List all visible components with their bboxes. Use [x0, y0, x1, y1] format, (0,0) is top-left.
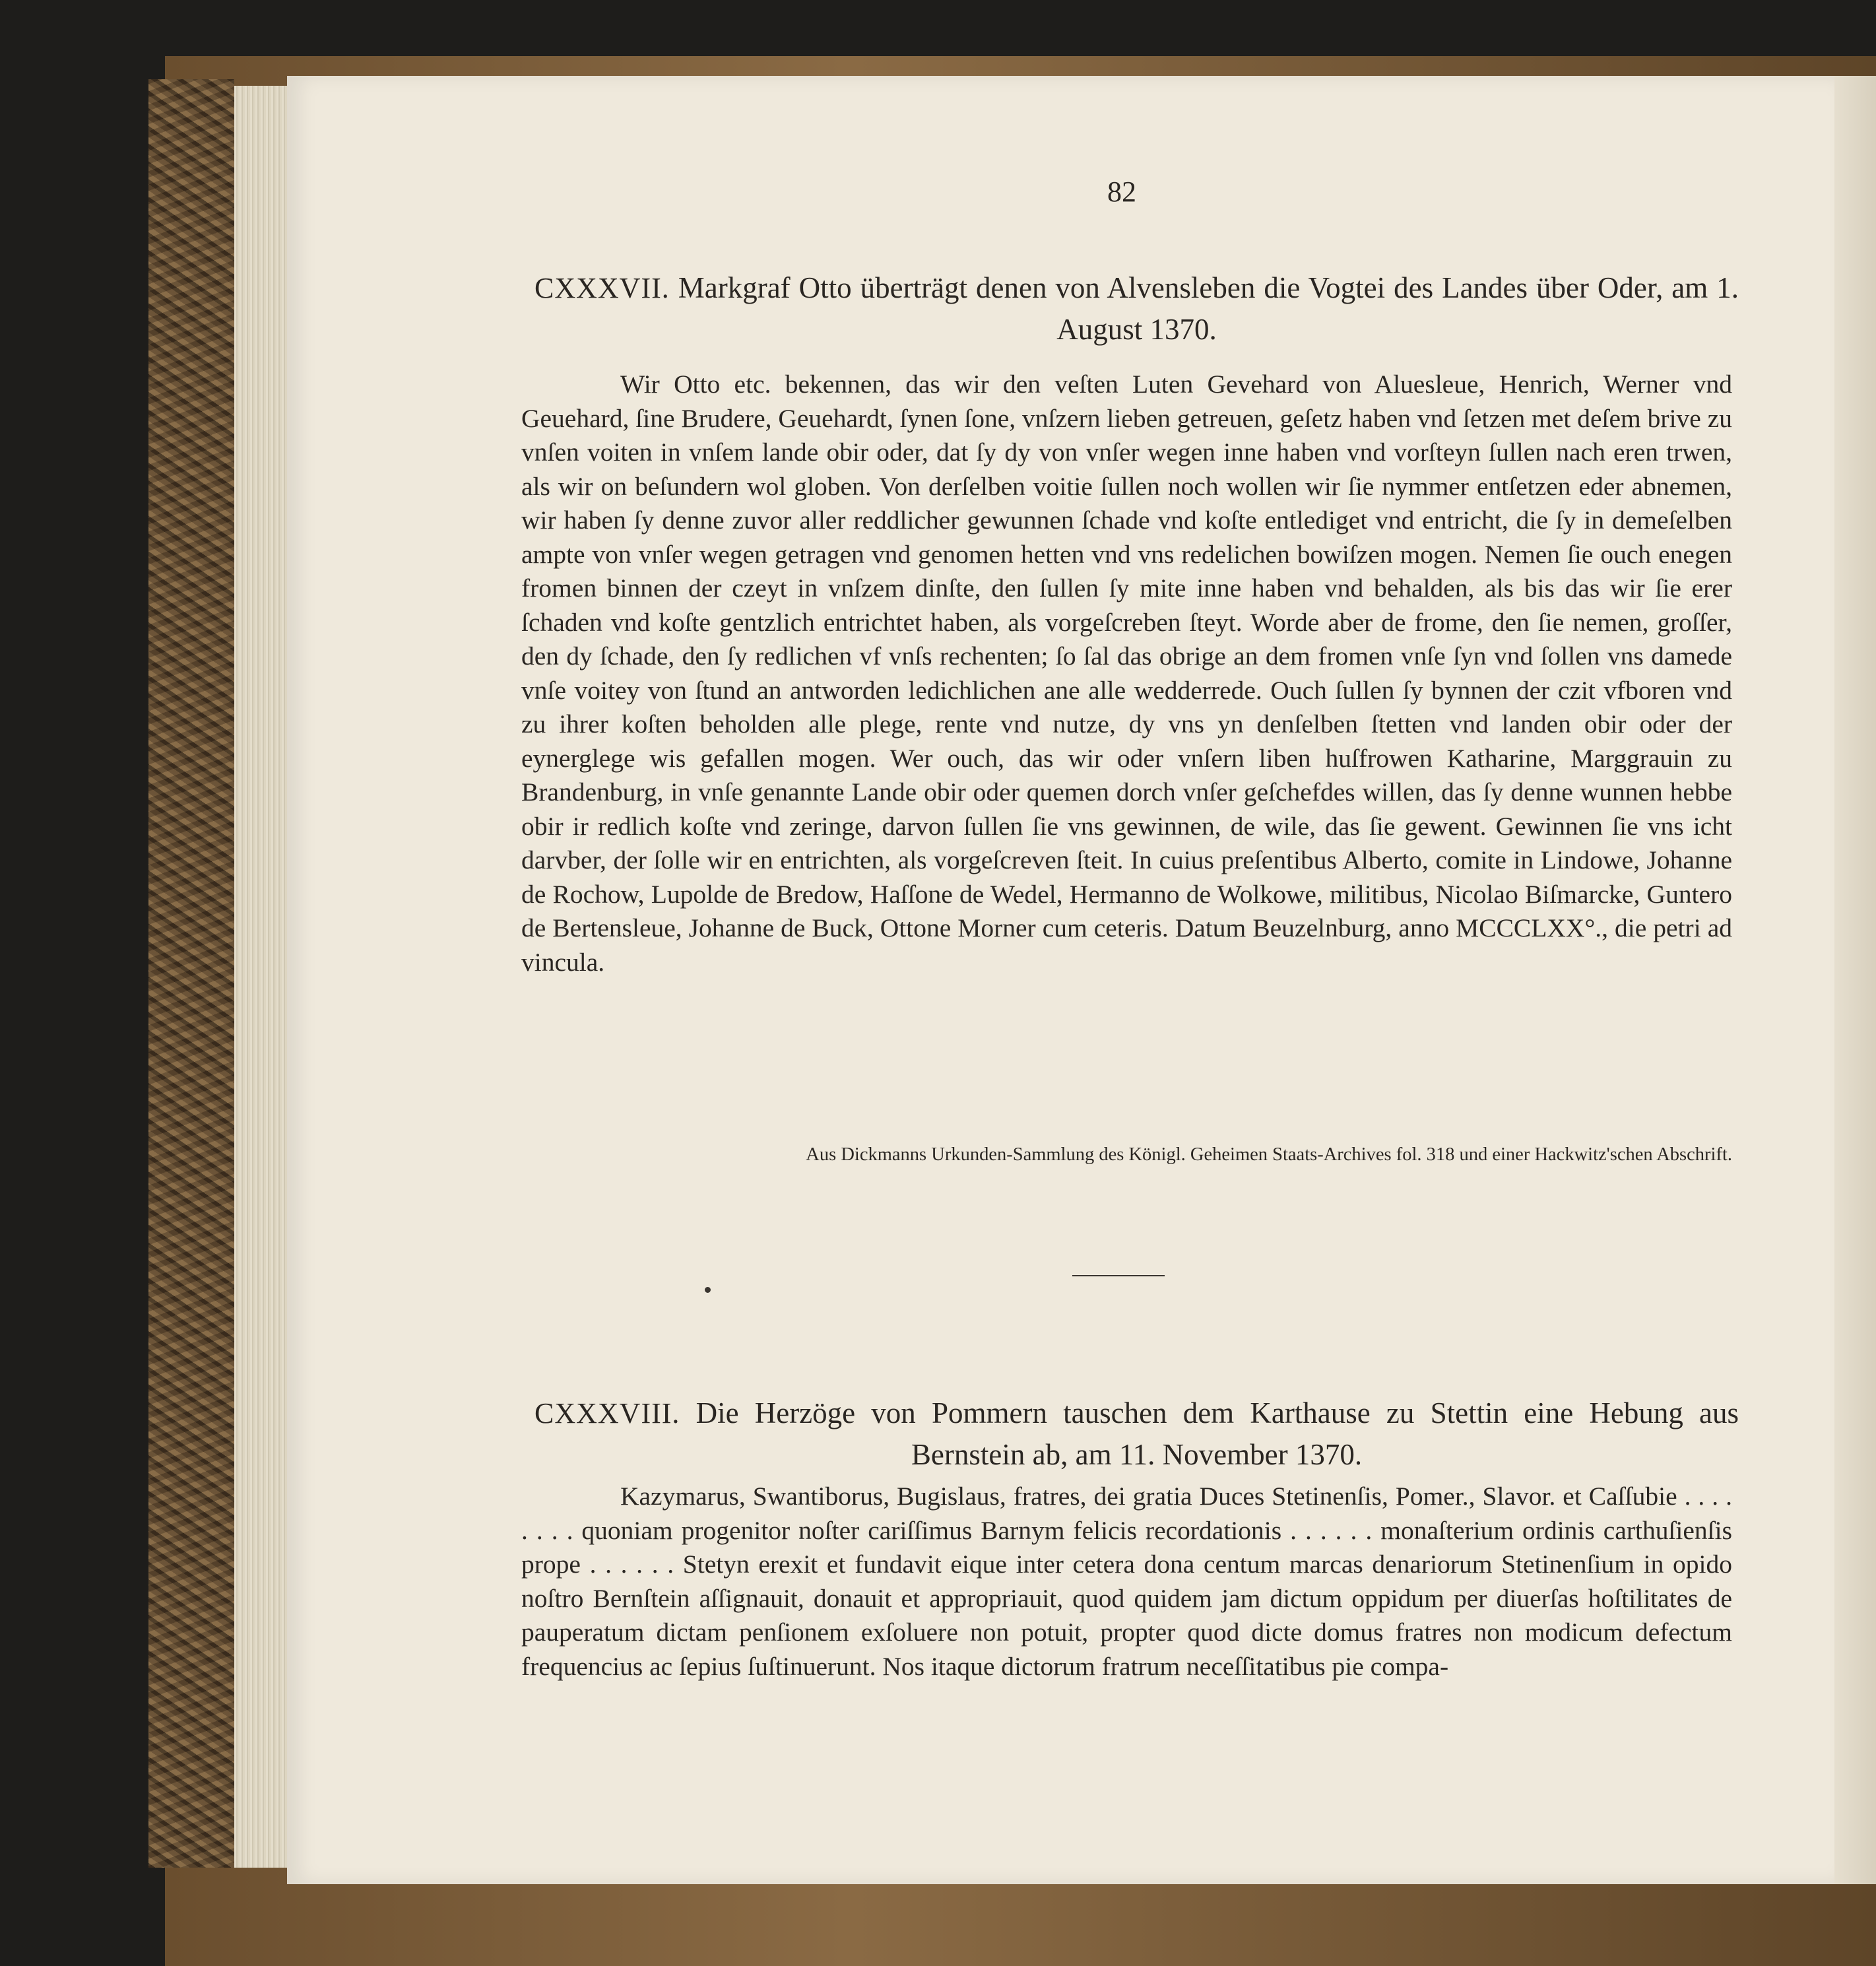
document-heading-138: [534, 1393, 1739, 1475]
marbled-endpaper: [148, 79, 234, 1868]
document-title: Die Herzöge von Pommern tauschen dem Karthause zu Stettin eine Hebung aus Bernstein ab, am 11. November 1370.: [695, 1396, 1739, 1471]
document-heading-137: [534, 267, 1739, 350]
source-note: Aus Dickmanns Urkunden-Sammlung des Königl. Geheimen Staats-Archives fol. 318 und einer Hackwitz'schen Abschrift.: [806, 1144, 1732, 1165]
next-page-edge: [1834, 76, 1876, 1884]
document-number: CXXXVII.: [534, 272, 670, 304]
document-number: CXXXVIII.: [534, 1397, 680, 1429]
document-text-138: Kazymarus, Swantiborus, Bugislaus, fratres, dei gratia Duces Stetinenſis, Pomer., Slavor. et Caſſubie . . . . . . . . quoniam progenitor noſter cariſſimus Barnym felicis recordationis . . . . . . monaſterium ordinis carthuſienſis prope . . . . . . Stetyn erexit et fundavit eique inter cetera dona centum marcas denariorum Stetinenſium in opido noſtro Bernſtein aſſignauit, donauit et appropriauit, quod quidem jam dictum oppidum per diuerſas hoſtilitates de pauperatum dictam penſionem exſoluere non potuit, propter quod dicte domus fratres non modicum defectum frequencius ac ſepius ſuſtinuerunt. Nos itaque dictorum fratrum neceſſitatibus pie compa-: [521, 1482, 1732, 1681]
page-number: 82: [1107, 176, 1136, 208]
section-divider: [1072, 1275, 1165, 1276]
ink-dot: [705, 1287, 711, 1293]
document-title: Markgraf Otto überträgt denen von Alvensleben die Vogtei des Landes über Oder, am 1. August 1370.: [678, 271, 1739, 346]
page-edges: [234, 86, 287, 1868]
document-text-137: Wir Otto etc. bekennen, das wir den veſten Luten Gevehard von Aluesleue, Henrich, Werner vnd Geuehard, ſine Brudere, Geuehardt, ſynen ſone, vnſzern lieben getreuen, geſetz haben vnd ſetzen met deſem brive zu vnſen voiten in vnſem lande obir oder, dat ſy dy von vnſer wegen inne haben vnd vorſteyn ſullen nach eren trwen, als wir on beſundern wol globen. Von derſelben voitie ſullen noch wollen wir ſie nymmer entſetzen eder abnemen, wir haben ſy denne zuvor aller reddlicher gewunnen ſchade vnd koſte entlediget vnd entricht, die ſy in demeſelben ampte von vnſer wegen getragen vnd genomen hetten vnd vns redelichen bowiſzen mogen. Nemen ſie ouch enegen fromen binnen der czeyt in vnſzem dinſte, den ſullen ſy mite inne haben vnd behalden, als bis das wir ſie erer ſchaden vnd koſte gentzlich entrichtet haben, als vorgeſcreben ſteyt. Worde aber de frome, den ſie nemen, groſſer, den dy ſchade, den ſy redlichen vf vnſs rechenten; ſo ſal das obrige an dem fromen vnſe ſyn vnd ſollen vns damede vnſe voitey von ſtund an antworden ledichlichen ane alle wedderrede. Ouch ſullen ſy bynnen der czit vfboren vnd zu ihrer koſten beholden alle plege, rente vnd nutze, dy vns yn denſelben ſtetten vnd landen obir oder der eynerglege wis gefallen mogen. Wer ouch, das wir oder vnſern liben huſfrowen Katharine, Marggrauin zu Brandenburg, in vnſe genannte Lande obir oder quemen dorch vnſer geſchefdes willen, das ſy denne wunnen hebbe obir ir redlich koſte vnd zeringe, darvon ſullen ſie vns gewinnen, de wile, das ſie gewent. Gewinnen ſie vns icht darvber, der ſolle wir en entrichten, als vorgeſcreven ſteit. In cuius preſentibus Alberto, comite in Lindowe, Johanne de Rochow, Lupolde de Bredow, Haſſone de Wedel, Hermanno de Wolkowe, militibus, Nicolao Biſmarcke, Guntero de Bertensleue, Johanne de Buck, Ottone Morner cum ceteris. Datum Beuzelnburg, anno MCCCLXX°., die petri ad vincula.: [521, 370, 1732, 977]
